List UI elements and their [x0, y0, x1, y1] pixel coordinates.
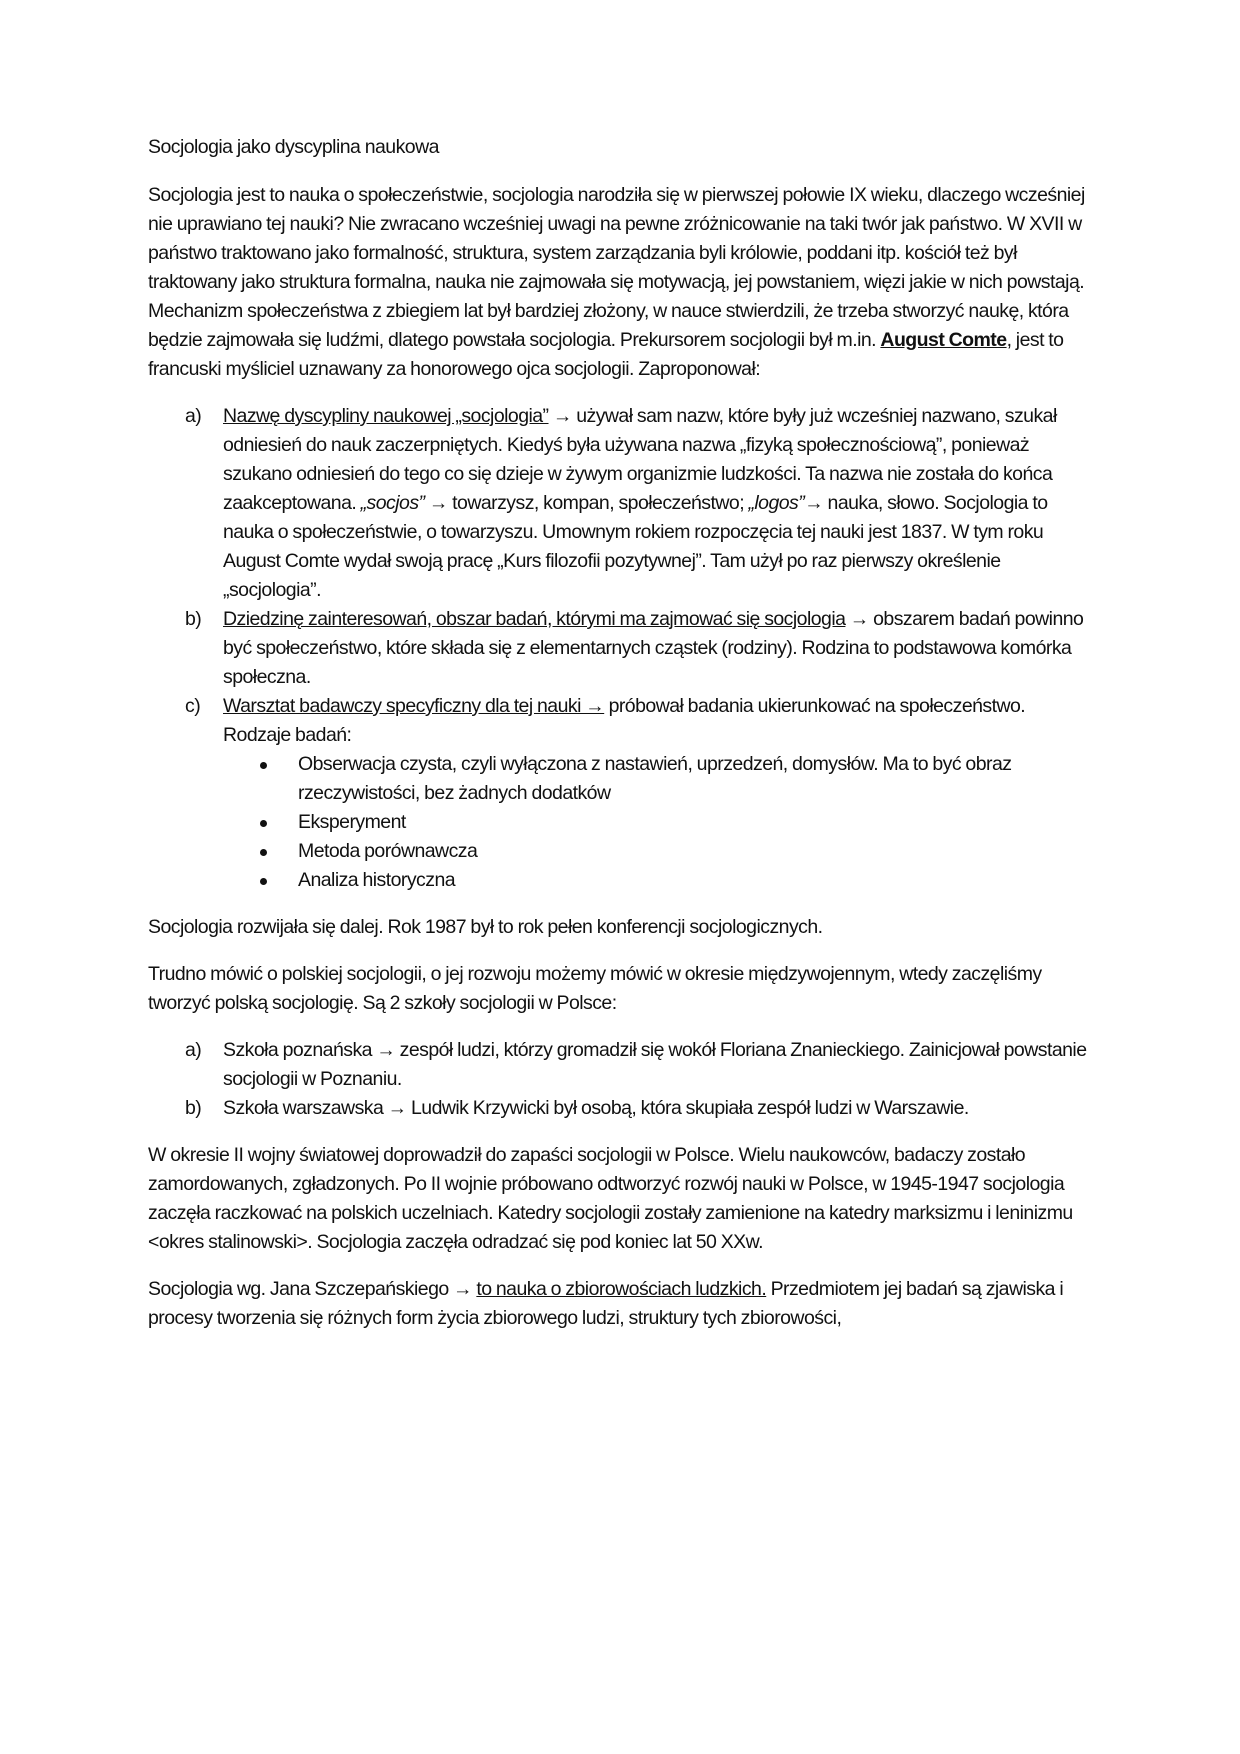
list-item-text: → towarzysz, kompan, społeczeństwo;: [424, 492, 749, 514]
italic-term: „logos”: [748, 492, 805, 514]
intro-text-end: , jest to francuski myśliciel uznawany za honorowego ojca socjologii. Zaproponował:: [148, 329, 1064, 380]
august-comte-name: August Comte: [880, 329, 1007, 351]
list-item: [148, 692, 1088, 895]
list-item-text: Szkoła warszawska → Ludwik Krzywicki był osobą, która skupiała zespół ludzi w Warszawie.: [223, 1097, 969, 1119]
paragraph-szczepanski: [148, 1275, 1088, 1333]
list-label: b): [185, 1097, 202, 1119]
paragraph-polish-sociology: Trudno mówić o polskiej socjologii, o jej rozwoju możemy mówić w okresie międzywojennym, wtedy zaczęliśmy tworzyć polską socjologię. Są 2 szkoły socjologii w Polsce:: [148, 963, 1042, 1014]
document-page: [148, 133, 1088, 1351]
schools-list: [148, 1036, 1088, 1123]
paragraph-text: Socjologia wg. Jana Szczepańskiego →: [148, 1278, 477, 1300]
document-title: Socjologia jako dyscyplina naukowa: [148, 136, 439, 158]
list-item-text: → używał sam nazw, które były już wcześniej nazwano, szukał odniesień do nauk zaczerpniętych. Kiedyś była używana nazwa „fizyką społecznościową”, ponieważ szukano odniesień do tego co się dzieje w żywym organizmie ludzkości. Ta nazwa nie została do końca zaakceptowana.: [223, 405, 1057, 514]
definition-underlined: to nauka o zbiorowościach ludzkich.: [476, 1278, 767, 1300]
bullet-item: Obserwacja czysta, czyli wyłączona z nastawień, uprzedzeń, domysłów. Ma to być obraz rzeczywistości, bez żadnych dodatków: [223, 750, 1088, 808]
bullet-item: Metoda porównawcza: [223, 837, 1088, 866]
bullet-item: Analiza historyczna: [223, 866, 1088, 895]
intro-text: Socjologia jest to nauka o społeczeństwie, socjologia narodziła się w pierwszej połowie IX wieku, dlaczego wcześniej nie uprawiano tej nauki? Nie zwracano wcześniej uwagi na pewne zróżnicowanie na taki twór jak państwo. W XVII w państwo traktowano jako formalność, struktura, system zarządzania byli królowie, poddani itp. kościół też był traktowany jako struktura formalna, nauka nie zajmowała się motywacją, jej powstaniem, więzi jakie w nich powstają. Mechanizm społeczeństwa z zbiegiem lat był bardziej złożony, w nauce stwierdzili, że trzeba stworzyć naukę, która będzie zajmowała się ludźmi, dlatego powstała socjologia. Prekursorem socjologii był m.in.: [148, 184, 1085, 351]
paragraph-intro: [148, 181, 1088, 384]
italic-term: „socjos”: [360, 492, 425, 514]
list-item-text: próbował badania ukierunkować na społeczeństwo. Rodzaje badań:: [223, 695, 1026, 746]
list-item-heading: Warsztat badawczy specyficzny dla tej nauki →: [223, 695, 605, 717]
paragraph-text: Przedmiotem jej badań są zjawiska i procesy tworzenia się różnych form życia zbiorowego ludzi, struktury tych zbiorowości,: [148, 1278, 1064, 1329]
list-item: [148, 1036, 1088, 1094]
list-item: [148, 402, 1088, 605]
paragraph-war: W okresie II wojny światowej doprowadził do zapaści socjologii w Polsce. Wielu naukowców, badaczy zostało zamordowanych, zgładzonych. Po II wojnie próbowano odtworzyć rozwój nauki w Polsce, w 1945-1947 socjologia zaczęła raczkować na polskich uczelniach. Katedry socjologii zostały zamienione na katedry marksizmu i leninizmu <okres stalinowski>. Socjologia zaczęła odradzać się pod koniec lat 50 XXw.: [148, 1144, 1073, 1253]
list-label: b): [185, 608, 202, 630]
comte-proposals-list: [148, 402, 1088, 895]
research-types-list: [223, 750, 1088, 895]
list-label: c): [185, 695, 201, 717]
list-item: [148, 1094, 1088, 1123]
list-item-text: → nauka, słowo. Socjologia to nauka o społeczeństwie, o towarzyszu. Umownym rokiem rozpoczęcia tej nauki jest 1837. W tym roku August Comte wydał swoją pracę „Kurs filozofii pozytywnej”. Tam użył po raz pierwszy określenie „socjologia”.: [223, 492, 1048, 601]
list-item: [148, 605, 1088, 692]
list-item-heading: Nazwę dyscypliny naukowej „socjologia”: [223, 405, 549, 427]
list-label: a): [185, 1039, 202, 1061]
list-item-text: Szkoła poznańska → zespół ludzi, którzy gromadził się wokół Floriana Znanieckiego. Zainicjował powstanie socjologii w Poznaniu.: [223, 1039, 1087, 1090]
bullet-item: Eksperyment: [223, 808, 1088, 837]
paragraph-development: Socjologia rozwijała się dalej. Rok 1987 był to rok pełen konferencji socjologicznych.: [148, 916, 823, 938]
list-label: a): [185, 405, 202, 427]
list-item-text: → obszarem badań powinno być społeczeństwo, które składa się z elementarnych cząstek (rodziny). Rodzina to podstawowa komórka społeczna.: [223, 608, 1084, 688]
list-item-heading: Dziedzinę zainteresowań, obszar badań, którymi ma zajmować się socjologia: [223, 608, 846, 630]
